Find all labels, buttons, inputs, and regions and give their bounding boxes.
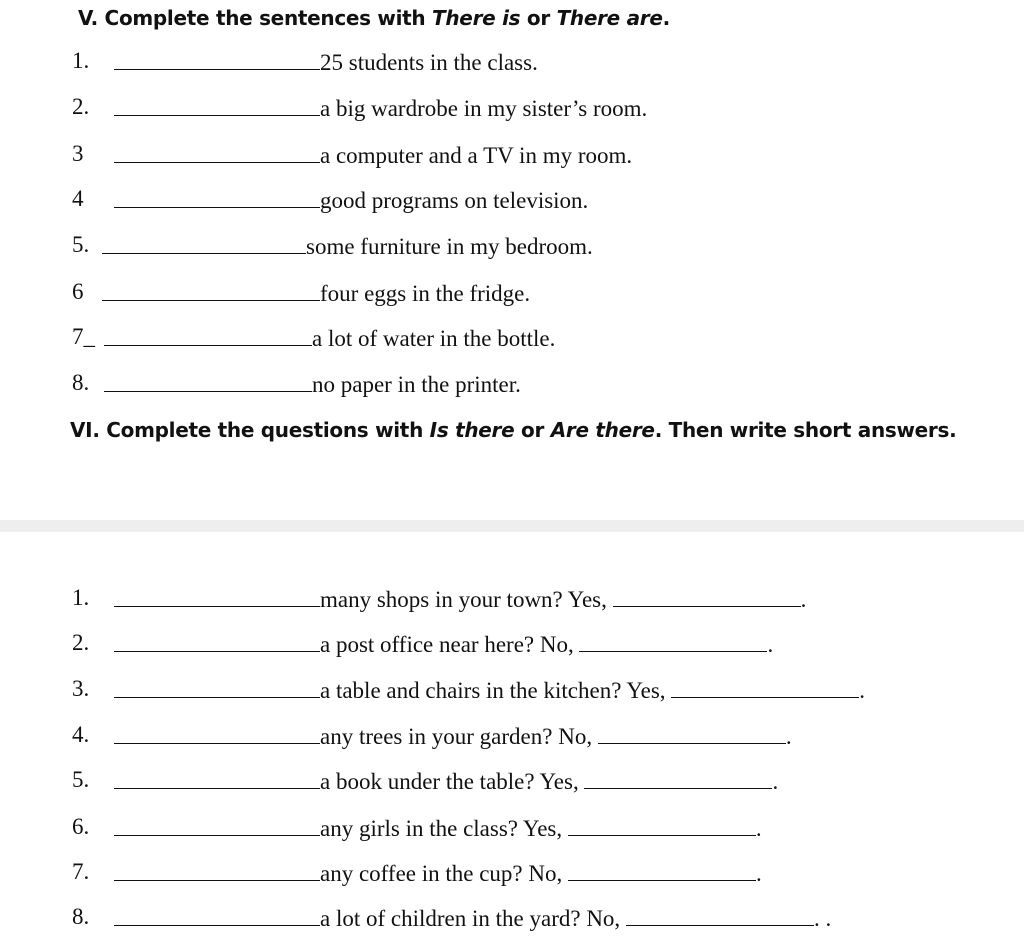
short-answer-blank[interactable] [671,677,859,698]
item-number: 5. [72,232,90,257]
answer-blank[interactable] [114,49,320,70]
end-punctuation: . [756,861,762,886]
answer-blank[interactable] [104,371,312,392]
answer-blank[interactable] [114,142,320,163]
item-number: 8. [72,904,90,929]
item-number: 7_ [72,324,95,349]
answer-blank[interactable] [114,677,320,698]
short-answer-blank[interactable] [568,815,756,836]
answer-blank[interactable] [104,325,312,346]
end-punctuation: . [767,632,774,657]
heading-text: V. Complete the sentences with [78,6,433,30]
answer-blank[interactable] [114,586,320,607]
item-number: 3. [72,676,90,701]
end-punctuation: . [785,724,792,749]
heading-text: or [514,418,551,442]
question-text: a post office near here? No, [320,632,580,657]
end-punctuation: . [800,587,807,612]
sentence-text: no paper in the printer. [312,372,521,397]
short-answer-blank[interactable] [568,860,756,881]
section-v-heading [78,6,670,30]
sentence-text: good programs on television. [320,188,589,213]
short-answer-blank[interactable] [598,723,786,744]
question-text: any girls in the class? Yes, [320,816,568,841]
heading-text: . Then write short answers. [654,418,957,442]
item-number: 2. [72,94,90,119]
answer-blank[interactable] [114,815,320,836]
heading-text: . [662,6,670,30]
heading-text: VI. Complete the questions with [70,418,430,442]
answer-blank[interactable] [114,95,320,116]
end-punctuation: . [772,769,779,794]
sentence-text: a computer and a TV in my room. [320,143,633,168]
short-answer-blank[interactable] [613,586,801,607]
question-text: many shops in your town? Yes, [320,587,613,612]
question-text: a lot of children in the yard? No, [320,906,626,931]
answer-blank[interactable] [114,905,320,926]
answer-blank[interactable] [114,860,320,881]
question-text: a table and chairs in the kitchen? Yes, [320,678,672,703]
document-page-2 [0,532,1024,944]
end-punctuation: . . [813,906,832,931]
sentence-text: 25 students in the class. [320,50,538,75]
item-number: 8. [72,370,90,395]
heading-keyword: Is there [429,418,515,442]
sentence-text: a big wardrobe in my sister’s room. [320,96,648,121]
section-vi-heading [70,418,956,442]
item-number: 2. [72,630,90,655]
item-number: 6. [72,814,90,839]
short-answer-blank[interactable] [579,631,767,652]
heading-keyword: There are [556,6,663,30]
answer-blank[interactable] [114,768,320,789]
item-number: 1. [72,585,90,610]
item-number: 7. [72,859,90,884]
short-answer-blank[interactable] [584,768,772,789]
end-punctuation: . [755,816,762,841]
question-text: a book under the table? Yes, [320,769,585,794]
end-punctuation: . [859,678,866,703]
answer-blank[interactable] [114,723,320,744]
sentence-text: four eggs in the fridge. [320,281,531,306]
item-number: 5. [72,767,90,792]
item-number: 3 [72,141,84,166]
item-number: 1. [72,48,90,73]
item-number: 4. [72,722,90,747]
question-text: any coffee in the cup? No, [320,861,569,886]
heading-keyword: There is [432,6,521,30]
sentence-text: a lot of water in the bottle. [312,326,556,351]
answer-blank[interactable] [102,233,306,254]
page-break [0,520,1024,532]
answer-blank[interactable] [114,187,320,208]
heading-keyword: Are there [550,418,655,442]
heading-text: or [520,6,557,30]
answer-blank[interactable] [114,631,320,652]
sentence-text: some furniture in my bedroom. [306,234,593,259]
question-text: any trees in your garden? No, [320,724,598,749]
short-answer-blank[interactable] [626,905,814,926]
item-number: 4 [72,186,84,211]
item-number: 6 [72,279,84,304]
answer-blank[interactable] [102,280,320,301]
